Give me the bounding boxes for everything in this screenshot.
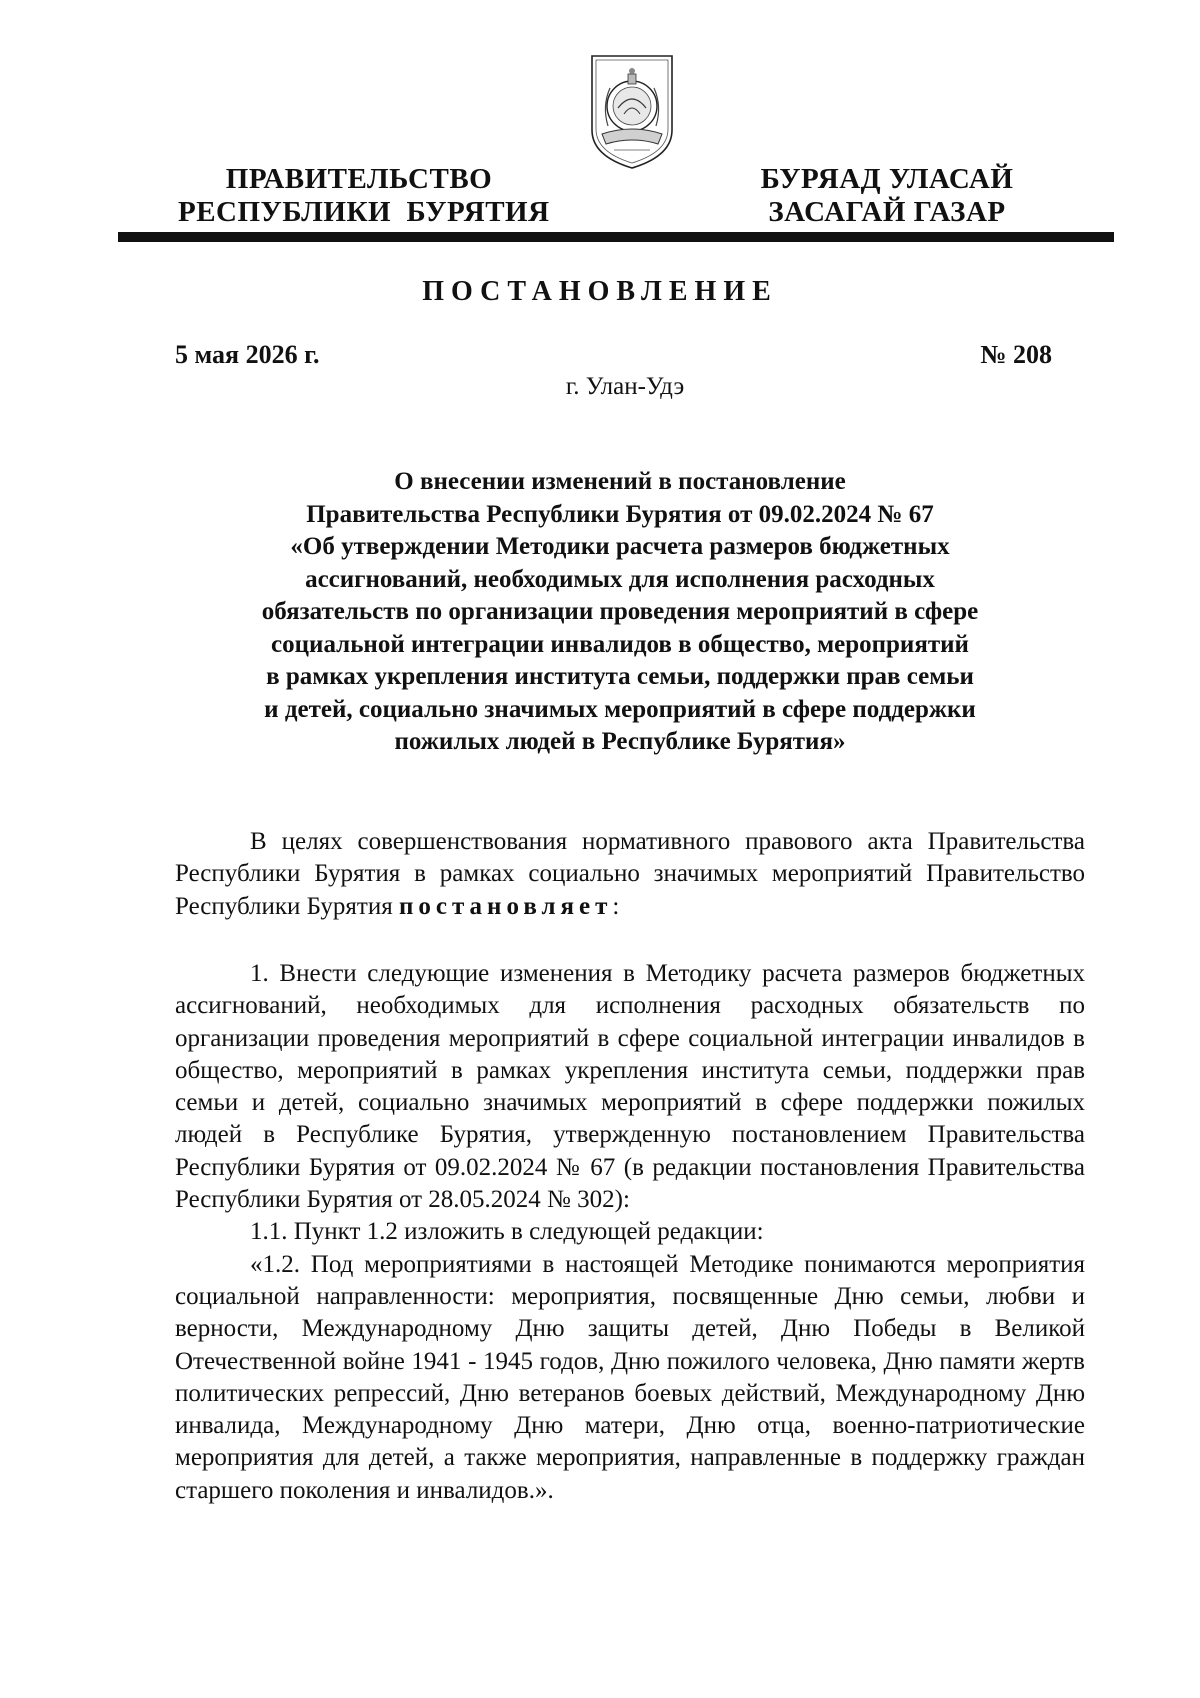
title-line: и детей, социально значимых мероприятий в сфере поддержки	[264, 695, 976, 723]
clause-1-1-text: «1.2. Под мероприятиями в настоящей Методике понимаются мероприятия социальной направленности: мероприятия, посвященные Дню семьи, любви и верности, Международному Дню защиты детей, Дню Победы в Великой Отечественной войне 1941 - 1945 годов, Дню пожилого человека, Дню памяти жертв политических репрессий, Дню ветеранов боевых действий, Международному Дню инвалида, Международному Дню матери, Дню отца, военно-патриотические мероприятия для детей, а также мероприятия, направленные в поддержку граждан старшего поколения и инвалидов.».	[175, 1250, 1085, 1504]
preamble-paragraph	[175, 826, 1085, 923]
document-city: г. Улан-Удэ	[565, 373, 685, 400]
org-name-russian-line2: РЕСПУБЛИКИ БУРЯТИЯ	[178, 196, 550, 228]
coat-of-arms-icon	[588, 52, 676, 172]
document-type: ПОСТАНОВЛЕНИЕ	[422, 276, 778, 307]
document-date: 5 мая 2026 г.	[175, 340, 320, 369]
org-name-buryat-line2: ЗАСАГАЙ ГАЗАР	[768, 196, 1006, 228]
preamble-text: В целях совершенствования нормативного правового акта Правительства Республики Бурятия в рамках социально значимых мероприятий Правительство Республики Бурятия	[175, 828, 1085, 920]
clause-1-1: 1.1. Пункт 1.2 изложить в следующей редакции:	[250, 1218, 764, 1246]
org-name-russian-line1: ПРАВИТЕЛЬСТВО	[225, 163, 493, 195]
title-line: Правительства Республики Бурятия от 09.02.2024 № 67	[306, 500, 934, 528]
org-name-buryat-line1: БУРЯАД УЛАСАЙ	[760, 163, 1014, 195]
title-line: обязательств по организации проведения мероприятий в сфере	[261, 598, 979, 625]
clauses	[175, 958, 1085, 1507]
preamble	[175, 826, 1085, 923]
title-line: пожилых людей в Республике Бурятия»	[394, 728, 846, 755]
org-name-russian	[178, 163, 550, 229]
preamble-keyword: постановляет	[398, 892, 613, 920]
title-line: в рамках укрепления института семьи, поддержки прав семьи	[266, 663, 974, 690]
title-line: «Об утверждении Методики расчета размеров бюджетных	[290, 533, 950, 560]
clause-1: 1. Внести следующие изменения в Методику расчета размеров бюджетных ассигнований, необходимых для исполнения расходных обязательств по организации проведения мероприятий в сфере социальной интеграции инвалидов в общество, мероприятий в рамках укрепления института семьи, поддержки прав семьи и детей, социально значимых мероприятий в сфере поддержки пожилых людей в Республике Бурятия, утвержденную постановлением Правительства Республики Бурятия от 09.02.2024 № 67 (в редакции постановления Правительства Республики Бурятия от 28.05.2024 № 302):	[175, 960, 1085, 1214]
document-title	[190, 466, 1050, 759]
preamble-end: :	[612, 892, 620, 920]
title-line: социальной интеграции инвалидов в общество, мероприятий	[271, 630, 969, 658]
org-name-buryat	[752, 163, 1022, 229]
title-line: ассигнований, необходимых для исполнения расходных	[305, 565, 935, 593]
header-divider	[118, 232, 1114, 242]
title-line: О внесении изменений в постановление	[394, 468, 846, 495]
document-number: № 208	[980, 340, 1052, 369]
